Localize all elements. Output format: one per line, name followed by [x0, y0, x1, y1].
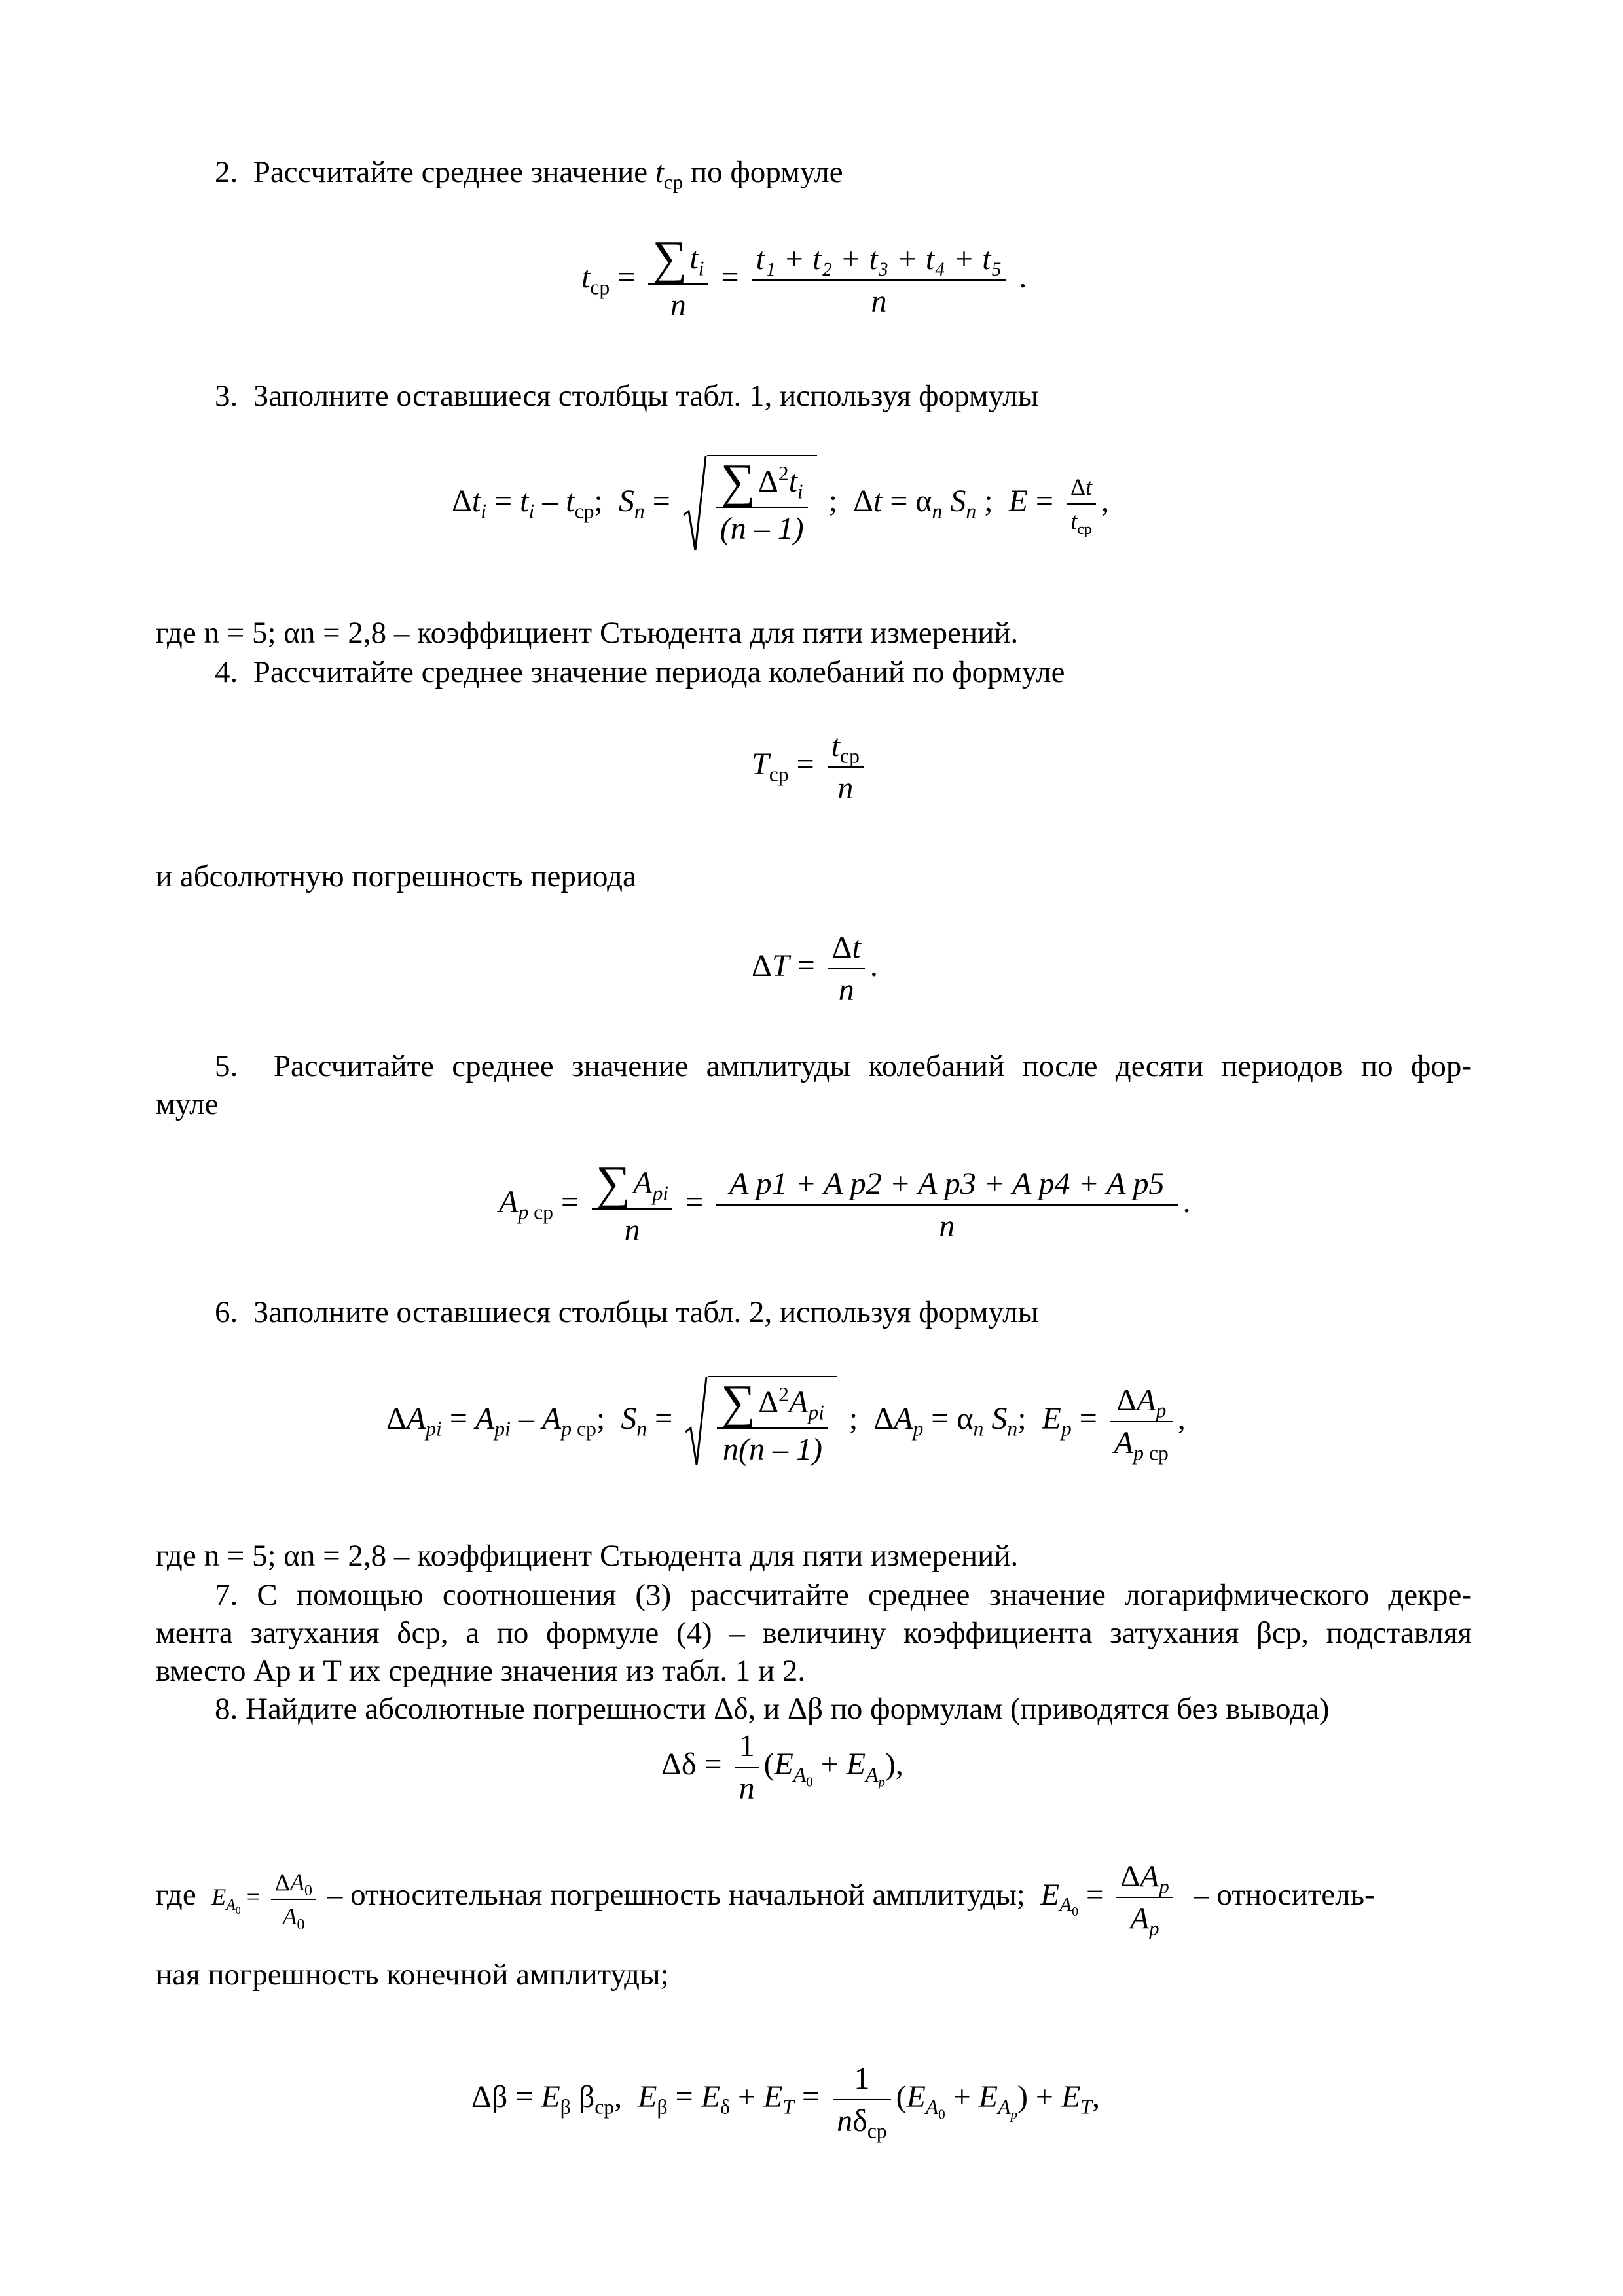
- radical-sign-icon: [684, 1376, 708, 1467]
- fraction: $\frac{1}{n}$: [735, 1728, 759, 1806]
- fraction: $\frac{\Delta A_0}{A_0}$: [271, 1869, 316, 1930]
- fraction: $\frac{\sum A_{pi}}{n}$: [592, 1162, 672, 1248]
- formula-dt-sn-e: $\Delta t_i = t_i - t_{ср}$; $S_n$ = $\frac{\sum\Delta^2t_i}{(n - 1)}$ ; $\Delta t = \alpha_n$ $S_n$ ; E = $\frac{\Delta t}{t_{ср}}$ ,: [452, 455, 1109, 553]
- fraction: $\frac{t_{ср}}{n}$: [828, 728, 864, 806]
- square-root: [682, 455, 817, 553]
- formula-t-mean: $t_{ср}$ = $\frac{\sum t_i}{n}$ = $\frac{\text{t₁ + t₂ + t₃ + t₄ + t₅}}{n}$ .: [581, 232, 1027, 323]
- formula-Ap-mean: $A_{p ср}$ = $\frac{\sum A_{pi}}{n}$ = $\frac{\text{A p1 + A p2 + A p3 + A p4 + A p5}}{n}$ .: [499, 1157, 1191, 1247]
- fraction: $\frac{\Delta A_p}{A_{p ср}}$: [1110, 1382, 1173, 1461]
- step-2-text: 2. Рассчитайте среднее значение $t_{ср}$ по формуле: [215, 155, 843, 194]
- fraction: $\frac{1}{n\delta_{ср}}$: [833, 2060, 891, 2139]
- where-n-alpha-2: где n = 5; αn = 2,8 – коэффициент Стьюдента для пяти измерений.: [156, 1539, 1019, 1573]
- fraction: $\frac{\sum t_i}{n}$: [648, 237, 708, 323]
- fraction: $\frac{\sum\Delta^2A_{pi}}{n(n - 1)}$: [717, 1381, 828, 1467]
- formula-dT: ΔT = $\frac{\Delta t}{n}$ .: [752, 930, 878, 1007]
- step-7-line-2: мента затухания δср, а по формуле (4) – величину коэффициента затухания βср, подставляя: [156, 1616, 1472, 1650]
- step-3-text: 3. Заполните оставшиеся столбцы табл. 1, используя формулы: [215, 379, 1039, 413]
- fraction: $\frac{\Delta t}{t_{ср}}$: [1067, 473, 1096, 535]
- formula-d-delta: Δδ = $\frac{1}{n}$ $(E_{A_0} + E_{A_p})$,: [661, 1729, 903, 1806]
- fraction: $\frac{\text{A p1 + A p2 + A p3 + A p4 + A p5}}{n}$: [716, 1166, 1177, 1244]
- formula-dA-sn-e: $\Delta A_{pi} = A_{pi} - A_{p ср}$; $S_n$ = $\frac{\sum\Delta^2A_{pi}}{n(n - 1)}$ ; $\Delta A_p = \alpha_n$ $S_n$; $E_p$ = $\frac{\Delta A_p}{A_{p ср}}$ ,: [386, 1376, 1186, 1467]
- where-n-alpha-1: где n = 5; αn = 2,8 – коэффициент Стьюдента для пяти измерений.: [156, 616, 1019, 650]
- formula-T-mean: $T_{ср}$ = $\frac{t_{ср}}{n}$: [752, 728, 869, 806]
- square-root: [684, 1376, 837, 1467]
- fraction: $\frac{\sum\Delta^2t_i}{(n - 1)}$: [716, 460, 808, 547]
- fraction: $\frac{\Delta A_p}{A_p}$: [1116, 1859, 1173, 1936]
- abs-period-text: и абсолютную погрешность периода: [156, 859, 636, 893]
- step-7-line-3: вместо Ap и T их средние значения из табл. 1 и 2.: [156, 1654, 806, 1688]
- fraction: $\frac{\text{t₁ + t₂ + t₃ + t₄ + t₅}}{n}$: [752, 241, 1006, 319]
- step-4-text: 4. Рассчитайте среднее значение периода колебаний по формуле: [215, 655, 1065, 689]
- step-5-text: 5. Рассчитайте среднее значение амплитуды колебаний после десяти периодов по фор-: [215, 1049, 1472, 1083]
- where-relative-errors: где $E_{A_0}$ = $\frac{\Delta A_0}{A_0}$ – относительная погрешность начальной амплитуды; $E_{A_0}$ = $\frac{\Delta A_p}{A_p}$ – относитель-: [156, 1859, 1375, 1940]
- where-relative-errors-cont: ная погрешность конечной амплитуды;: [156, 1958, 669, 1992]
- radical-sign-icon: [682, 455, 707, 553]
- step-5-text-cont: муле: [156, 1087, 219, 1121]
- step-6-text: 6. Заполните оставшиеся столбцы табл. 2, используя формулы: [215, 1295, 1039, 1329]
- formula-d-beta: $\Delta\beta = E_\beta$ $\beta_{ср}$, $E_\beta = E_\delta + E_T$ = $\frac{1}{n\delta_{ср}}$ $(E_{A_0} + E_{A_p}) + E_T$,: [471, 2061, 1100, 2143]
- step-8-text: 8. Найдите абсолютные погрешности Δδ, и Δβ по формулам (приводятся без вывода): [215, 1692, 1330, 1726]
- fraction: $\frac{\Delta t}{n}$: [828, 929, 865, 1008]
- step-7-line-1: 7. С помощью соотношения (3) рассчитайте среднее значение логарифмического декре-: [215, 1578, 1472, 1612]
